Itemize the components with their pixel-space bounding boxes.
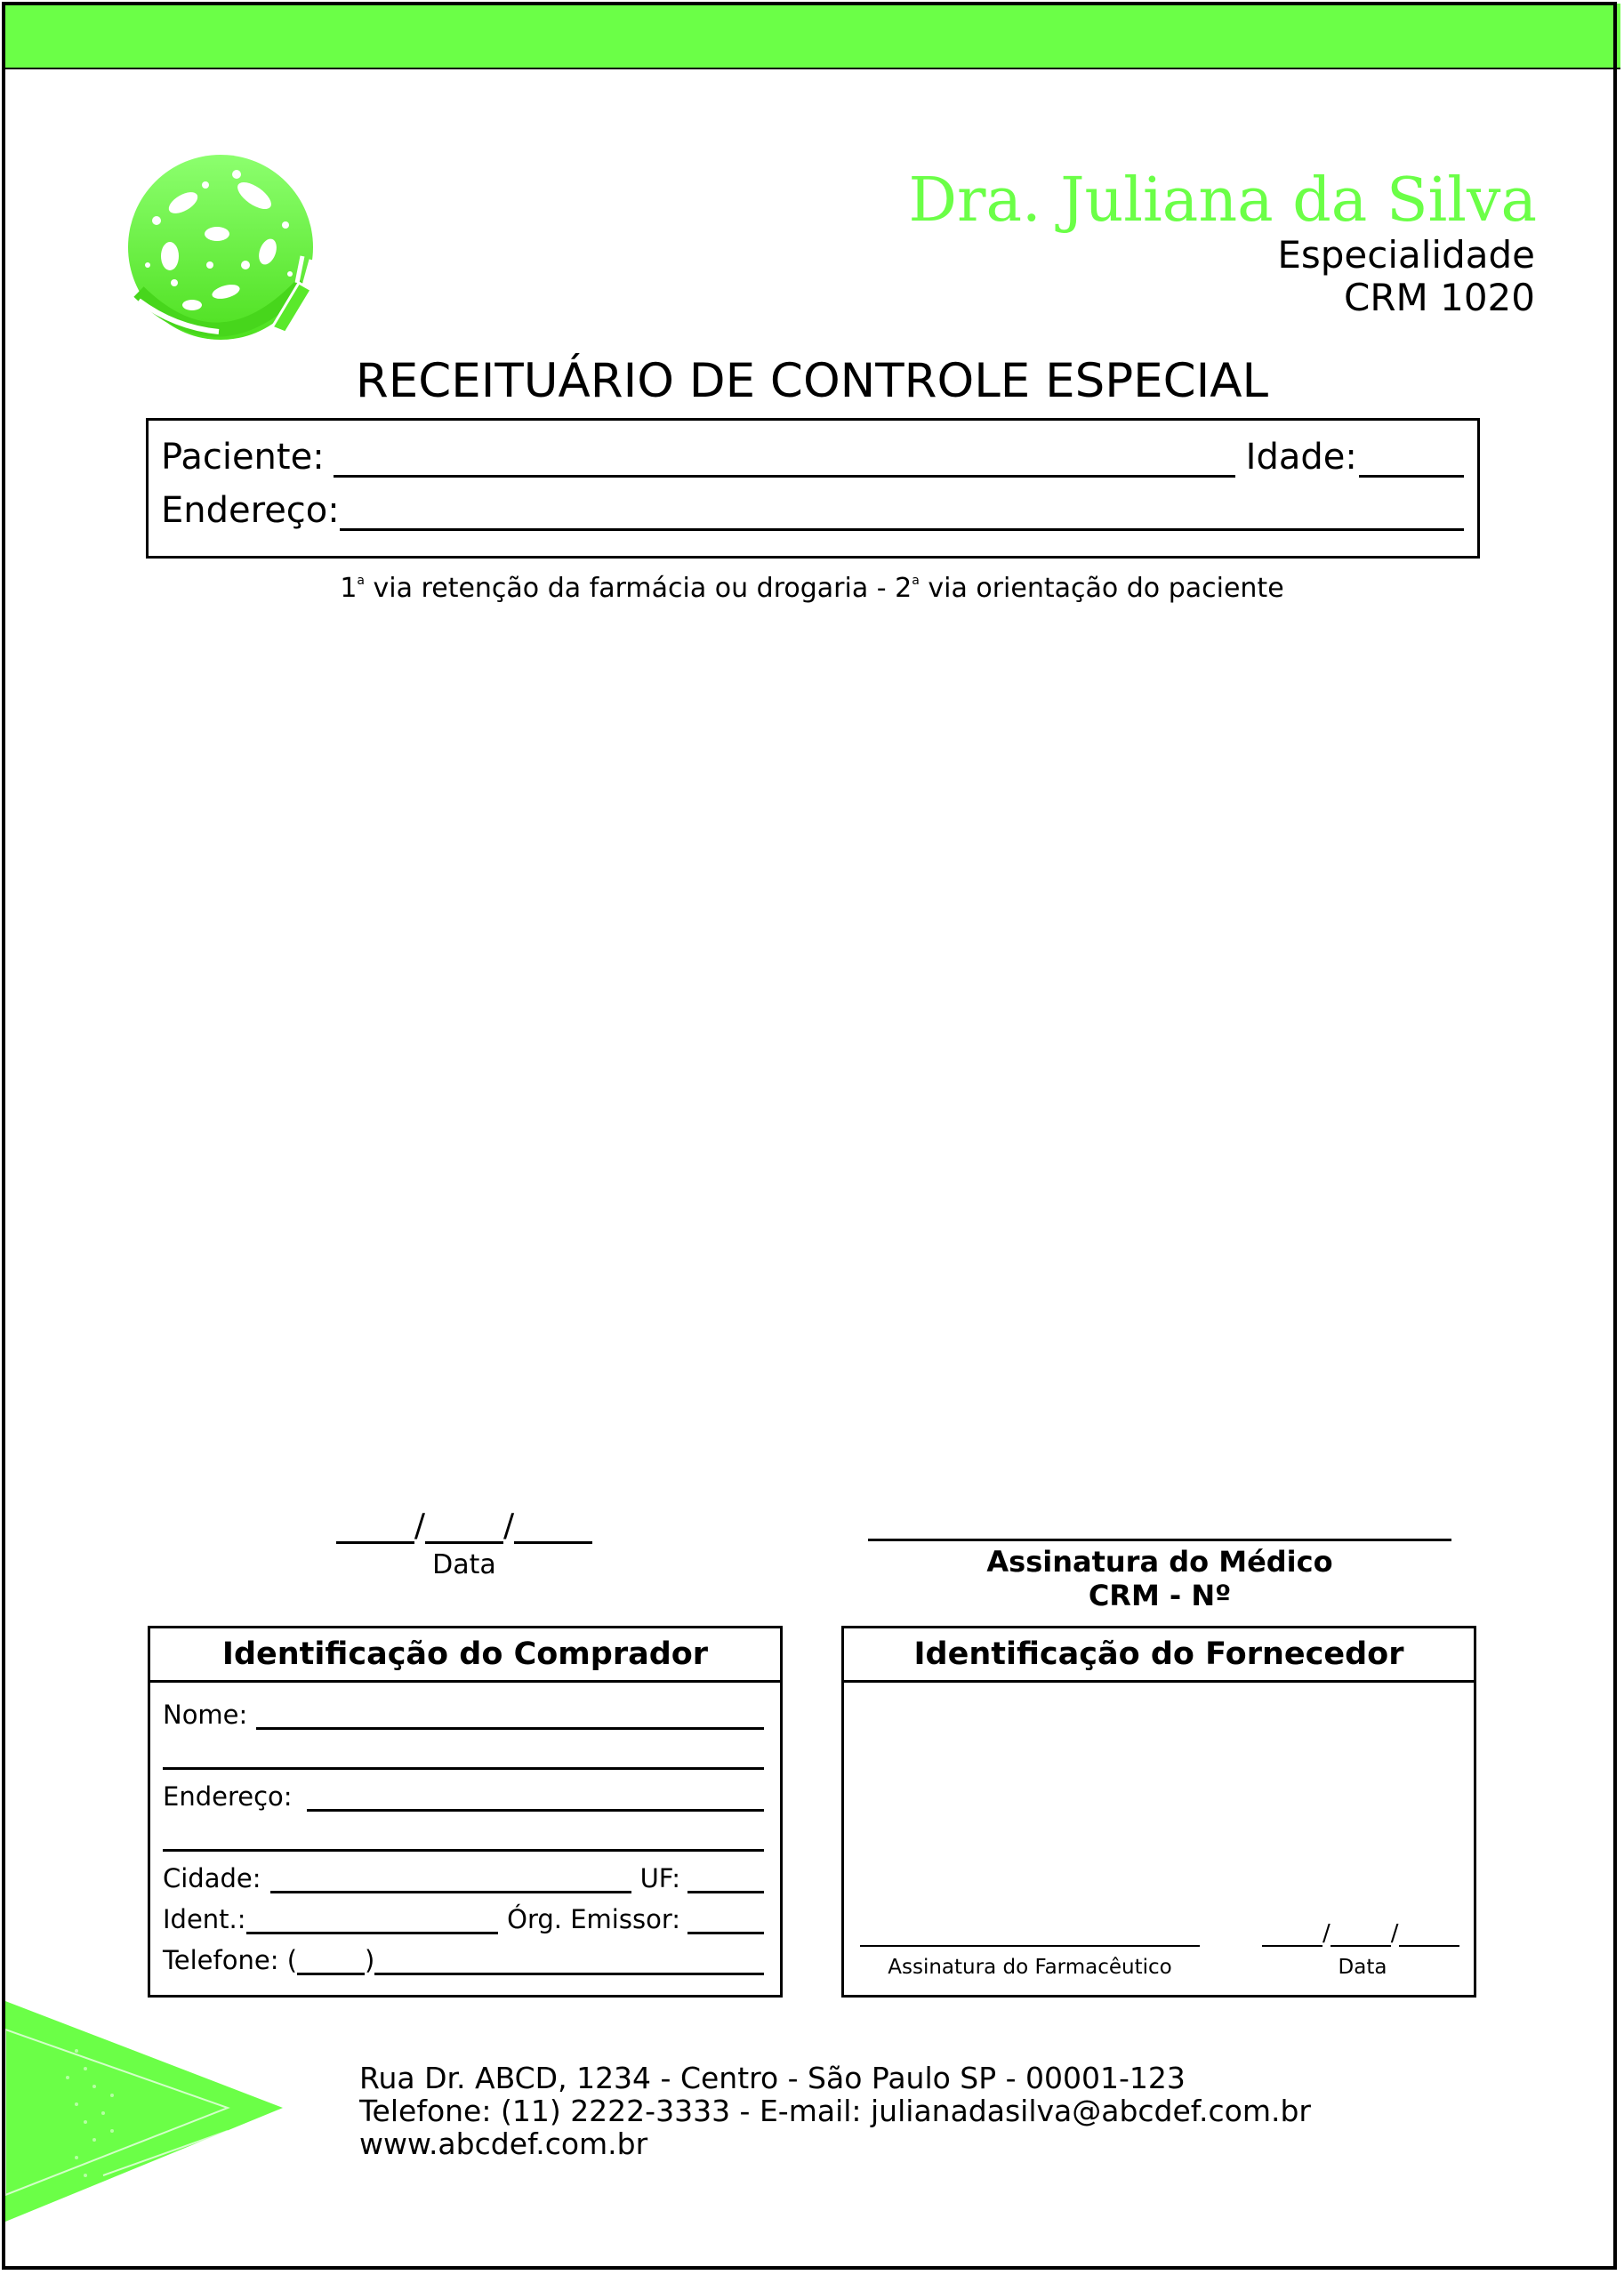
buyer-city-label: Cidade: xyxy=(163,1863,261,1893)
buyer-identification-box xyxy=(148,1626,783,1998)
buyer-name-continuation xyxy=(163,1742,764,1770)
supplier-date-separator: / xyxy=(1390,1920,1399,1947)
note-part-1: 1 xyxy=(340,573,358,604)
supplier-box-title: Identificação do Fornecedor xyxy=(844,1628,1474,1683)
note-ordinal-1: a xyxy=(357,574,366,588)
prescription-date-line[interactable] xyxy=(333,1507,596,1544)
patient-age-label: Idade: xyxy=(1245,437,1357,478)
patient-address-line[interactable] xyxy=(340,498,1464,531)
date-label: Data xyxy=(432,1549,496,1580)
date-day-line[interactable] xyxy=(336,1515,414,1544)
buyer-name-label: Nome: xyxy=(163,1700,248,1730)
leaf-plate-fork-logo-icon xyxy=(121,149,331,350)
note-ordinal-2: a xyxy=(912,574,920,588)
supplier-identification-box xyxy=(841,1626,1476,1998)
buyer-issuer-line[interactable] xyxy=(687,1907,764,1934)
supplier-date-label: Data xyxy=(1338,1956,1387,1979)
supplier-date-separator: / xyxy=(1323,1920,1331,1947)
patient-name-label: Paciente: xyxy=(161,437,325,478)
decorative-triangle-icon xyxy=(5,1998,290,2229)
buyer-address-line[interactable] xyxy=(307,1784,764,1812)
date-separator: / xyxy=(503,1507,515,1544)
patient-name-row xyxy=(161,437,1464,478)
buyer-uf-line[interactable] xyxy=(687,1866,764,1893)
supplier-date-year[interactable] xyxy=(1399,1922,1459,1947)
supplier-date-month[interactable] xyxy=(1331,1922,1391,1947)
copy-retention-note xyxy=(0,573,1624,604)
document-title: RECEITUÁRIO DE CONTROLE ESPECIAL xyxy=(355,354,1269,408)
date-separator: / xyxy=(414,1507,425,1544)
doctor-crm-number-label: CRM - Nº xyxy=(1088,1579,1232,1612)
doctor-signature-label: Assinatura do Médico xyxy=(986,1545,1333,1579)
footer-address: Rua Dr. ABCD, 1234 - Centro - São Paulo SP - 00001-123 xyxy=(359,2061,1186,2095)
patient-address-label: Endereço: xyxy=(161,490,340,531)
buyer-address-line-2[interactable] xyxy=(163,1824,764,1852)
buyer-name-field xyxy=(163,1700,764,1730)
supplier-date-line[interactable] xyxy=(1262,1918,1463,1947)
date-month-line[interactable] xyxy=(425,1515,503,1544)
pharmacist-signature-label: Assinatura do Farmacêutico xyxy=(888,1956,1172,1979)
buyer-phone-field xyxy=(163,1945,764,1975)
doctor-name: Dra. Juliana da Silva xyxy=(908,165,1537,236)
footer-website[interactable]: www.abcdef.com.br xyxy=(359,2126,648,2161)
buyer-phone-label: Telefone: ( xyxy=(163,1945,298,1975)
buyer-name-line-2[interactable] xyxy=(163,1742,764,1770)
patient-info-box xyxy=(146,418,1480,559)
buyer-ident-label: Ident.: xyxy=(163,1904,246,1934)
buyer-box-title: Identificação do Comprador xyxy=(150,1628,780,1683)
note-part-2: via retenção da farmácia ou drogaria - 2 xyxy=(365,573,912,604)
buyer-uf-label: UF: xyxy=(639,1863,680,1893)
doctor-crm: CRM 1020 xyxy=(1344,276,1535,319)
buyer-city-field xyxy=(163,1863,764,1893)
doctor-signature-block xyxy=(868,1512,1451,1612)
patient-age-line[interactable] xyxy=(1359,445,1464,478)
doctor-signature-line[interactable] xyxy=(868,1512,1451,1541)
patient-name-line[interactable] xyxy=(334,445,1235,478)
buyer-phone-paren: ) xyxy=(365,1945,375,1975)
buyer-issuer-label: Órg. Emissor: xyxy=(507,1904,680,1934)
supplier-date-day[interactable] xyxy=(1262,1922,1323,1947)
footer-contact xyxy=(359,2062,1311,2160)
patient-address-row xyxy=(161,490,1464,531)
footer-phone-email: Telefone: (11) 2222-3333 - E-mail: julianadasilva@abcdef.com.br xyxy=(359,2094,1312,2128)
buyer-address-continuation xyxy=(163,1824,764,1852)
buyer-city-line[interactable] xyxy=(270,1866,631,1893)
prescription-date-block xyxy=(333,1507,596,1580)
buyer-address-label: Endereço: xyxy=(163,1781,293,1812)
buyer-ident-field xyxy=(163,1904,764,1934)
date-year-line[interactable] xyxy=(514,1515,592,1544)
buyer-ident-line[interactable] xyxy=(246,1907,499,1934)
buyer-name-line[interactable] xyxy=(256,1702,764,1730)
buyer-address-field xyxy=(163,1781,764,1812)
note-part-3: via orientação do paciente xyxy=(919,573,1284,604)
buyer-phone-area-line[interactable] xyxy=(297,1948,365,1975)
buyer-phone-line[interactable] xyxy=(374,1948,764,1975)
doctor-specialty: Especialidade xyxy=(1277,233,1535,277)
pharmacist-signature-line[interactable] xyxy=(860,1945,1200,1947)
